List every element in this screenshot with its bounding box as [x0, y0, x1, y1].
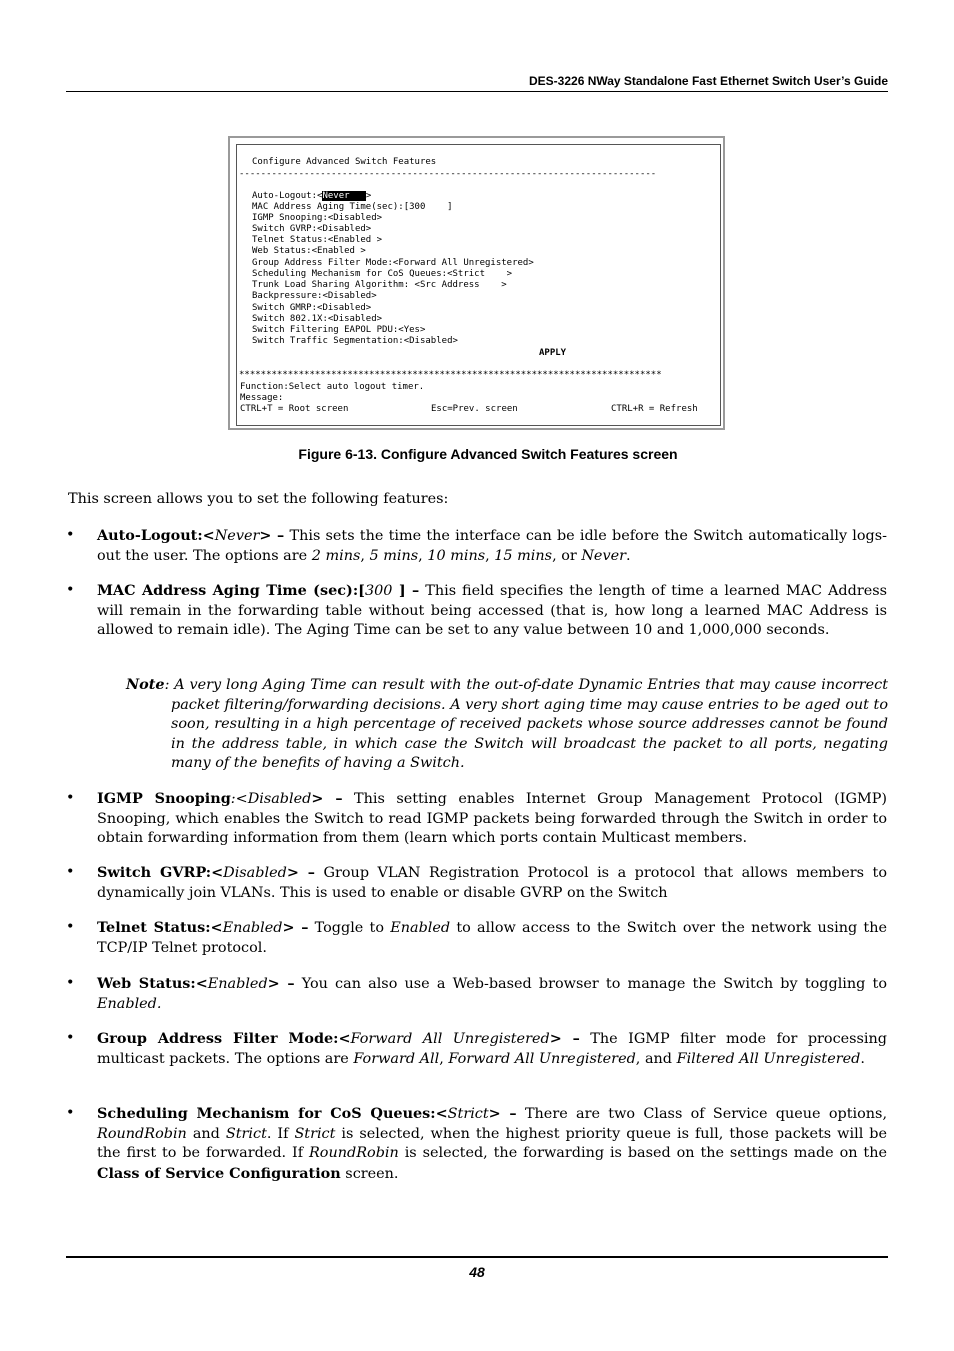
terminal-gvrp[interactable]: Switch GVRP:<Disabled> — [252, 224, 372, 234]
auto-logout-close: > — [365, 191, 372, 201]
terminal-title: Configure Advanced Switch Features — [252, 157, 437, 167]
terminal-telnet[interactable]: Telnet Status:<Enabled > — [252, 235, 383, 245]
terminal-trunk[interactable]: Trunk Load Sharing Algorithm: <Src Address > — [252, 280, 507, 290]
terminal-mac-aging[interactable]: MAC Address Aging Time(sec):[300 ] — [252, 202, 453, 212]
intro-paragraph: This screen allows you to set the following features: — [68, 491, 449, 507]
igmp-description: IGMP Snooping:<Disabled> – This setting enables Internet Group Management Protocol (IGMP) Snooping, which enables the Switch to read IGMP packets being forwarded through the Switch in order to obtain forwarding information from them (learn which ports contain Multicast members. — [97, 790, 887, 846]
mac-aging-description: MAC Address Aging Time (sec):[300 ] – This field specifies the length of time a learned MAC Address will remain in the forwarding table without being accessed (that is, how long a learned MAC Address is allowed to remain idle). The Aging Time can be set to any value between 10 and 1,000,000 seconds. — [97, 582, 888, 638]
terminal-web[interactable]: Web Status:<Enabled > — [252, 246, 366, 256]
running-header: DES-3226 NWay Standalone Fast Ethernet Switch User’s Guide — [529, 74, 888, 88]
terminal-star-divider: ****************************************************************************** — [239, 370, 662, 380]
telnet-description: Telnet Status:<Enabled> – Toggle to Enabled to allow access to the Switch over the network using the TCP/IP Telnet protocol. — [97, 919, 887, 956]
bullet: • — [66, 975, 75, 991]
terminal-auto-logout-row — [252, 191, 371, 202]
figure-caption: Figure 6-13. Configure Advanced Switch Features screen — [298, 446, 678, 462]
header-rule — [66, 91, 888, 92]
bullet: • — [66, 790, 75, 806]
footer-rule — [66, 1256, 888, 1258]
terminal-apply-button[interactable]: APPLY — [539, 348, 567, 358]
bullet: • — [66, 582, 75, 598]
terminal-separator: ----------------------------------------------------------------------------- — [239, 169, 657, 179]
bullet: • — [66, 1030, 75, 1046]
terminal-prev-screen-hint[interactable]: Esc=Prev. screen — [431, 404, 518, 414]
gvrp-description: Switch GVRP:<Disabled> – Group VLAN Registration Protocol is a protocol that allows members to dynamically join VLANs. This is used to enable or disable GVRP on the Switch — [97, 864, 887, 901]
auto-logout-description: Auto-Logout:<Never> – This sets the time the interface can be idle before the Switch automatically logs-out the user. The options are 2 mins, 5 mins, 10 mins, 15 mins, or Never. — [97, 527, 887, 564]
terminal-function-line: Function:Select auto logout timer. — [240, 382, 425, 392]
auto-logout-label: Auto-Logout:< — [252, 191, 323, 201]
terminal-802-1x[interactable]: Switch 802.1X:<Disabled> — [252, 314, 383, 324]
terminal-backpressure[interactable]: Backpressure:<Disabled> — [252, 291, 377, 301]
auto-logout-field[interactable]: Never — [322, 191, 366, 201]
scheduling-description: Scheduling Mechanism for CoS Queues:<Strict> – There are two Class of Service queue options, RoundRobin and Strict. If Strict is selected, when the highest priority queue is full, those packets will be the first to be forwarded. If RoundRobin is selected, the forwarding is based on the settings made on the Class of Service Configuration screen. — [97, 1105, 888, 1182]
bullet: • — [66, 919, 75, 935]
terminal-group-filter[interactable]: Group Address Filter Mode:<Forward All Unregistered> — [252, 258, 534, 268]
page-number: 48 — [469, 1264, 485, 1280]
group-filter-description: Group Address Filter Mode:<Forward All Unregistered> – The IGMP filter mode for processing multicast packets. The options are Forward All, Forward All Unregistered, and Filtered All Unregistered. — [97, 1030, 888, 1067]
web-description: Web Status:<Enabled> – You can also use a Web-based browser to manage the Switch by toggling to Enabled. — [97, 975, 887, 1012]
bullet: • — [66, 864, 75, 880]
bullet: • — [66, 1105, 75, 1121]
terminal-root-screen-hint[interactable]: CTRL+T = Root screen — [240, 404, 349, 414]
terminal-igmp[interactable]: IGMP Snooping:<Disabled> — [252, 213, 383, 223]
aging-time-note: Note: A very long Aging Time can result with the out-of-date Dynamic Entries that may cause incorrect packet filtering/forwarding decisions. A very short aging time may cause entries to be aged out to soon, resulting in a high percentage of received packets whose source addresses cannot be found in the address table, in which case the Switch will broadcast the packet to all ports, negating many of the benefits of having a Switch. — [126, 676, 888, 771]
terminal-eapol[interactable]: Switch Filtering EAPOL PDU:<Yes> — [252, 325, 426, 335]
terminal-gmrp[interactable]: Switch GMRP:<Disabled> — [252, 303, 372, 313]
terminal-refresh-hint[interactable]: CTRL+R = Refresh — [611, 404, 698, 414]
bullet: • — [66, 527, 75, 543]
terminal-message-line: Message: — [240, 393, 284, 403]
terminal-scheduling[interactable]: Scheduling Mechanism for CoS Queues:<Strict > — [252, 269, 513, 279]
terminal-segmentation[interactable]: Switch Traffic Segmentation:<Disabled> — [252, 336, 458, 346]
terminal-screen — [236, 144, 721, 426]
